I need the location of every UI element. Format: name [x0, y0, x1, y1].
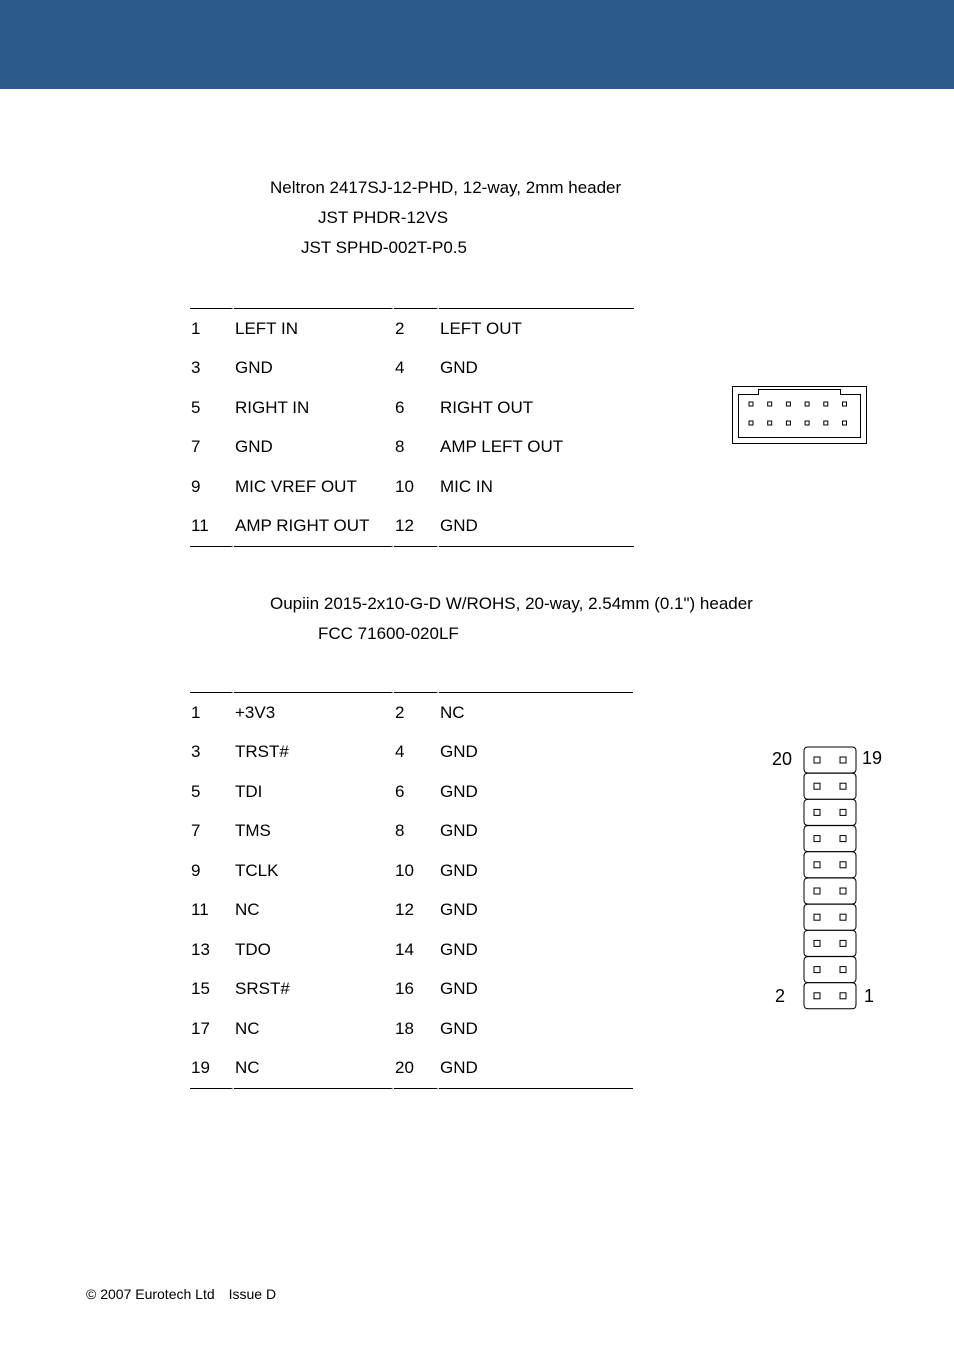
table-row	[190, 1009, 633, 1049]
pin-square	[840, 888, 846, 894]
pin-square	[843, 421, 847, 425]
pin-number: 11	[191, 516, 209, 536]
pin-signal: LEFT OUT	[440, 318, 522, 338]
audio-housing-part: JST PHDR-12VS	[318, 208, 449, 227]
audio-header-diagram	[732, 386, 868, 445]
pin-signal: RIGHT OUT	[440, 397, 534, 417]
jtag-header-part: Oupiin 2015-2x10-G-D W/ROHS, 20-way, 2.54mm (0.1") header	[270, 594, 753, 613]
table-row	[190, 930, 633, 970]
pin-square	[814, 993, 820, 999]
pin-square	[768, 402, 772, 406]
pin-square	[840, 783, 846, 789]
pin-number: 14	[395, 939, 414, 959]
pin-square	[814, 757, 820, 763]
table-row	[190, 309, 634, 349]
pin-signal: SRST#	[235, 979, 290, 999]
pin-number: 9	[191, 476, 201, 496]
pin-number: 4	[395, 742, 405, 762]
audio-pinout-table	[190, 308, 634, 547]
pin-square	[840, 757, 846, 763]
pin-signal: AMP LEFT OUT	[440, 437, 564, 457]
pin-number: 4	[395, 358, 405, 378]
pin-number: 11	[191, 900, 209, 920]
table-row	[190, 507, 634, 547]
pin-signal: GND	[440, 979, 478, 999]
table-row	[190, 970, 633, 1010]
pin-number: 1	[191, 702, 201, 722]
jtag-header-diagram	[768, 744, 890, 1014]
pin-square	[824, 421, 828, 425]
pin-pair-cell	[804, 957, 856, 983]
pin-number: 8	[395, 437, 405, 457]
pin-signal: NC	[235, 900, 260, 920]
pin-number: 13	[191, 939, 210, 959]
copyright-text: © 2007 Eurotech Ltd	[86, 1286, 215, 1302]
pin-number: 12	[395, 516, 414, 536]
pin-number: 15	[191, 979, 210, 999]
pin-square	[768, 421, 772, 425]
pin-number: 16	[395, 979, 414, 999]
pin-square	[786, 402, 790, 406]
pin-square	[814, 940, 820, 946]
pin-signal: TDI	[235, 781, 263, 801]
pin-number: 3	[191, 742, 201, 762]
pin-square	[840, 836, 846, 842]
pin-square	[814, 809, 820, 815]
pin-signal: GND	[440, 1018, 478, 1038]
pin-signal: GND	[440, 821, 478, 841]
pin-square	[814, 862, 820, 868]
pin-square	[824, 402, 828, 406]
pin-number: 2	[395, 318, 405, 338]
pin-pair-cell	[804, 878, 856, 904]
table-row	[190, 349, 634, 389]
audio-contact-part: JST SPHD-002T-P0.5	[301, 238, 467, 257]
pin-square	[840, 967, 846, 973]
pin-square	[749, 421, 753, 425]
pin-number: 12	[395, 900, 414, 920]
pin-square	[840, 993, 846, 999]
pin-square	[805, 421, 809, 425]
table-row	[190, 1049, 633, 1089]
pin-square	[814, 914, 820, 920]
issue-text: Issue D	[228, 1286, 277, 1302]
page-footer	[86, 1286, 290, 1302]
table-row	[190, 812, 633, 852]
pin-square	[814, 783, 820, 789]
pin-signal: TRST#	[235, 742, 289, 762]
pin-square	[814, 836, 820, 842]
pin-number: 19	[191, 1058, 210, 1078]
pin-square	[786, 421, 790, 425]
table-row	[190, 891, 633, 931]
pin-pair-cell	[804, 799, 856, 825]
pin-signal: TMS	[235, 821, 271, 841]
pin-signal: GND	[440, 939, 478, 959]
pin-square	[749, 402, 753, 406]
pin-number: 9	[191, 860, 201, 880]
pin-number: 1	[191, 318, 201, 338]
pin-square	[814, 967, 820, 973]
jtag-pinout-table	[190, 692, 633, 1089]
pin-signal: MIC VREF OUT	[235, 476, 357, 496]
pin-number: 20	[395, 1058, 414, 1078]
table-row	[190, 467, 634, 507]
header-band	[0, 0, 954, 89]
pin-signal: MIC IN	[440, 476, 493, 496]
pin-number: 18	[395, 1018, 414, 1038]
pin-signal: GND	[235, 358, 273, 378]
pin-signal: GND	[235, 437, 273, 457]
pin-label-2: 2	[775, 986, 786, 1006]
pin-signal: TDO	[235, 939, 271, 959]
pin-number: 8	[395, 821, 405, 841]
jtag-mating-part: FCC 71600-020LF	[318, 624, 459, 643]
pin-pair-cell	[804, 904, 856, 930]
pin-pair-cell	[804, 852, 856, 878]
pin-number: 5	[191, 397, 201, 417]
pin-signal: GND	[440, 900, 478, 920]
audio-header-part: Neltron 2417SJ-12-PHD, 12-way, 2mm header	[270, 178, 622, 197]
pin-signal: RIGHT IN	[235, 397, 310, 417]
table-row	[190, 388, 634, 428]
pin-signal: NC	[235, 1018, 260, 1038]
pin-signal: NC	[235, 1058, 260, 1078]
pin-number: 10	[395, 860, 414, 880]
pin-signal: LEFT IN	[235, 318, 298, 338]
table-row	[190, 693, 633, 733]
pin-signal: TCLK	[235, 860, 279, 880]
pin-number: 10	[395, 476, 414, 496]
pin-number: 5	[191, 781, 201, 801]
pin-signal: +3V3	[235, 702, 276, 722]
pin-label-19: 19	[862, 748, 883, 768]
pin-square	[840, 862, 846, 868]
pin-pair-cell	[804, 826, 856, 852]
pin-square	[840, 809, 846, 815]
pin-pair-cell	[804, 747, 856, 773]
pin-signal: NC	[440, 702, 465, 722]
pin-number: 7	[191, 821, 201, 841]
pin-square	[814, 888, 820, 894]
pin-signal: GND	[440, 742, 478, 762]
pin-square	[805, 402, 809, 406]
pin-signal: GND	[440, 1058, 478, 1078]
pin-pair-cell	[804, 930, 856, 956]
pin-pair-cell	[804, 773, 856, 799]
pin-pair-cell	[804, 983, 856, 1009]
pin-number: 6	[395, 781, 405, 801]
pin-signal: GND	[440, 860, 478, 880]
table-row	[190, 733, 633, 773]
pin-label-1: 1	[864, 986, 875, 1006]
pin-signal: GND	[440, 358, 478, 378]
pin-number: 2	[395, 702, 405, 722]
pin-number: 17	[191, 1018, 210, 1038]
pin-number: 7	[191, 437, 201, 457]
pin-signal: AMP RIGHT OUT	[235, 516, 370, 536]
pin-label-20: 20	[772, 749, 793, 769]
pin-number: 6	[395, 397, 405, 417]
pin-signal: GND	[440, 781, 478, 801]
table-row	[190, 851, 633, 891]
pin-number: 3	[191, 358, 201, 378]
pin-square	[840, 914, 846, 920]
pin-signal: GND	[440, 516, 478, 536]
pin-square	[843, 402, 847, 406]
pin-square	[840, 940, 846, 946]
table-row	[190, 428, 634, 468]
table-row	[190, 772, 633, 812]
